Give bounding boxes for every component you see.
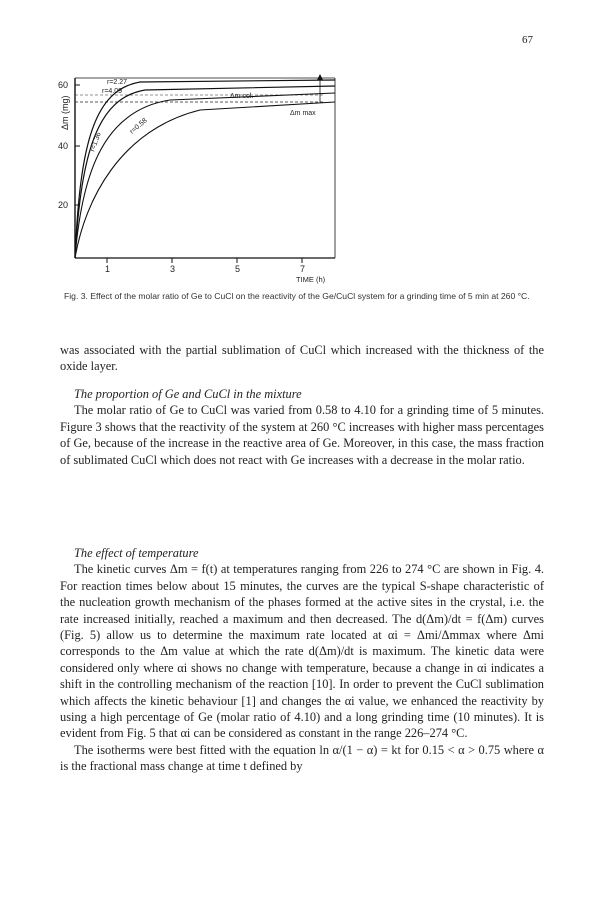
label-r-2-27: r=2.27 bbox=[107, 79, 128, 86]
curve-r-0-58 bbox=[75, 102, 335, 258]
section-body-temperature: The kinetic curves Δm = f(t) at temperatures ranging from 226 to 274 °C are shown in Fig. 4. For reaction times below about 15 minutes, the curves are the typical S-shape characteristic of the nucleation growth mechanism of the phases formed at the active sites in the crystal, i.e. the rate increased initially, reached a maximum and then decreased. The d(Δm)/dt = f(Δm) curves (Fig. 5) allow us to determine the maximum rate located at αi = Δmi/Δmmax where Δmi corresponds to the Δm value at which the rate d(Δm)/dt is maximum. The kinetic data were considered only where αi shows no change with temperature, because a change in αi indicates a shift in the controlling mechanism of the reaction [10]. In order to prevent the CuCl sublimation which affects the kinetic behaviour [1] and changes the αi value, we enhanced the reactivity by using a high percentage of Ge (molar ratio of 4.10) and a long grinding time (10 minutes). It is evident from Fig. 5 that αi can be considered as constant in the range 226–274 °C. bbox=[60, 562, 544, 741]
y-tick-20: 20 bbox=[58, 200, 69, 210]
section-body-proportion: The molar ratio of Ge to CuCl was varied from 0.58 to 4.10 for a grinding time of 5 minutes. Figure 3 shows that the reactivity of the system at 260 °C increases with higher mass percentages of Ge, because of the increase in the reactive area of Ge. Moreover, in this case, the mass fraction of sublimated CuCl which does not react with Ge increases with a decrease in the molar ratio. bbox=[60, 403, 544, 467]
para-text: was associated with the partial sublimation of CuCl which increased with the thickness of the oxide layer. bbox=[60, 343, 544, 374]
y-tick-60: 60 bbox=[58, 80, 69, 90]
y-tick-40: 40 bbox=[58, 141, 69, 151]
section-proportion bbox=[60, 386, 544, 468]
section-temperature bbox=[60, 545, 544, 775]
figure-3 bbox=[50, 60, 350, 284]
section-heading-proportion: The proportion of Ge and CuCl in the mixture bbox=[74, 387, 302, 401]
x-tick-1: 1 bbox=[105, 264, 111, 274]
curve-r-1-36 bbox=[75, 93, 335, 258]
y-axis-label: Δm (mg) bbox=[60, 95, 70, 130]
label-r-0-58: r=0.58 bbox=[128, 117, 149, 136]
label-dm-col: Δm col. bbox=[230, 93, 254, 100]
figure-caption: Fig. 3. Effect of the molar ratio of Ge to CuCl on the reactivity of the Ge/CuCl system for a grinding time of 5 min at 260 °C. bbox=[64, 291, 530, 301]
page-number: 67 bbox=[522, 34, 533, 46]
x-axis-label: TIME (h) bbox=[296, 275, 326, 284]
x-tick-5: 5 bbox=[235, 264, 241, 274]
label-dm-max: Δm max bbox=[290, 110, 316, 117]
x-tick-7: 7 bbox=[300, 264, 306, 274]
paragraph-continuation bbox=[60, 342, 544, 375]
x-tick-3: 3 bbox=[170, 264, 176, 274]
kinetic-plot bbox=[50, 60, 350, 284]
section-body-isotherms: The isotherms were best fitted with the equation ln α/(1 − α) = kt for 0.15 < α > 0.75 where α is the fractional mass change at time t defined by bbox=[60, 742, 544, 774]
section-heading-temperature: The effect of temperature bbox=[74, 546, 199, 560]
label-r-4-09: r=4.09 bbox=[102, 88, 123, 95]
curve-r-2-27 bbox=[75, 80, 335, 258]
label-r-1-36: r=1.36 bbox=[89, 131, 103, 153]
